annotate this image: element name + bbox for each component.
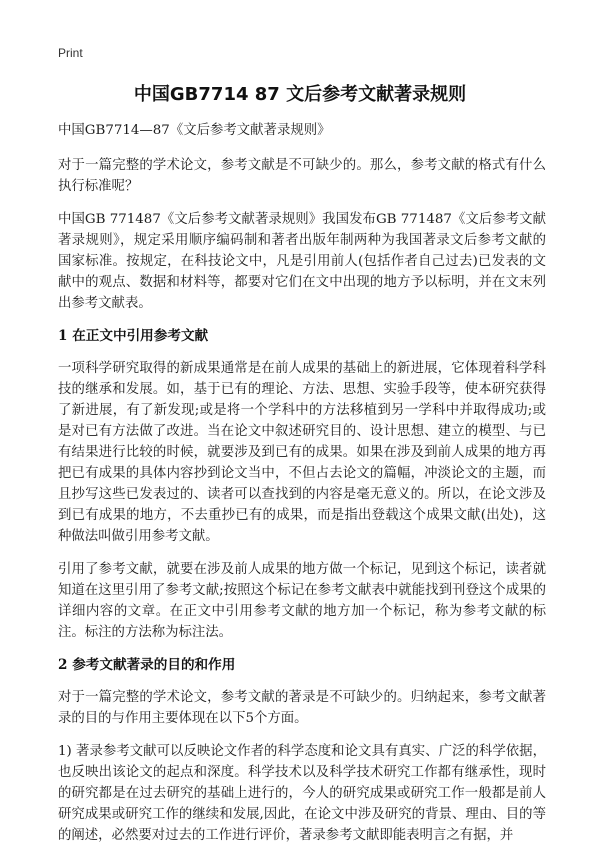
intro-paragraph-2: 中国GB 771487《文后参考文献著录规则》我国发布GB 771487《文后参考文献著录规则》，规定采用顺序编码制和著者出版年制两种为我国著录文后参考文献的国家标准。按规定，在科技论文中，凡是引用前人(包括作者自己过去)已发表的文献中的观点、数据和材料等，都要对它们在文中出现的地方予以标明，并在文末列出参考文献表。 bbox=[58, 212, 546, 311]
print-label: Print bbox=[58, 46, 83, 60]
document-title: 中国GB7714 87 文后参考文献著录规则 bbox=[133, 84, 467, 105]
section-1-paragraph-1: 一项科学研究取得的新成果通常是在前人成果的基础上的新进展，它体现着科学科技的继承和发展。如，基于已有的理论、方法、思想、实验手段等，使本研究获得了新进展，有了新发现;或是将一个学科中的方法移植到另一学科中并取得成功;或是对已有方法做了改进。当在论文中叙述研究目的、设计思想、建立的模型、与已有结果进行比较的时候，就要涉及到已有的成果。如果在涉及到前人成果的地方再把已有成果的具体内容抄到论文当中，不但占去论文的篇幅，冲淡论文的主题，而且抄写这些已发表过的、读者可以查找到的内容是毫无意义的。所以，在论文涉及到已有成果的地方，不去重抄已有的成果，而是指出登载这个成果文献(出处)，这种做法叫做引用参考文献。 bbox=[58, 361, 546, 544]
intro-paragraph-1: 对于一篇完整的学术论文，参考文献是不可缺少的。那么，参考文献的格式有什么执行标准呢？ bbox=[58, 158, 546, 194]
section-2-item-1: 1) 著录参考文献可以反映论文作者的科学态度和论文具有真实、广泛的科学依据，也反映出该论文的起点和深度。科学技术以及科学技术研究工作都有继承性，现时的研究都是在过去研究的基础上进行的，今人的研究成果或研究工作一般都是前人研究成果或研究工作的继续和发展,因此，在论文中涉及研究的背景、理由、目的等的阐述，必然要对过去的工作进行评价，著录参考文献即能表明言之有据，并 bbox=[58, 744, 546, 843]
section-2-heading: 2 参考文献著录的目的和作用 bbox=[58, 657, 236, 673]
section-1-paragraph-2: 引用了参考文献，就要在涉及前人成果的地方做一个标记，见到这个标记，读者就知道在这里引用了参考文献;按照这个标记在参考文献表中就能找到刊登这个成果的详细内容的文章。在正文中引用参考文献的地方加一个标记，称为参考文献的标注。标注的方法称为标注法。 bbox=[58, 562, 546, 640]
document-subtitle: 中国GB7714—87《文后参考文献著录规则》 bbox=[58, 123, 331, 138]
section-1-heading: 1 在正文中引用参考文献 bbox=[58, 328, 209, 344]
section-2-paragraph-1: 对于一篇完整的学术论文，参考文献的著录是不可缺少的。归纳起来，参考文献著录的目的与作用主要体现在以下5个方面。 bbox=[58, 690, 546, 726]
document-body bbox=[58, 120, 546, 846]
